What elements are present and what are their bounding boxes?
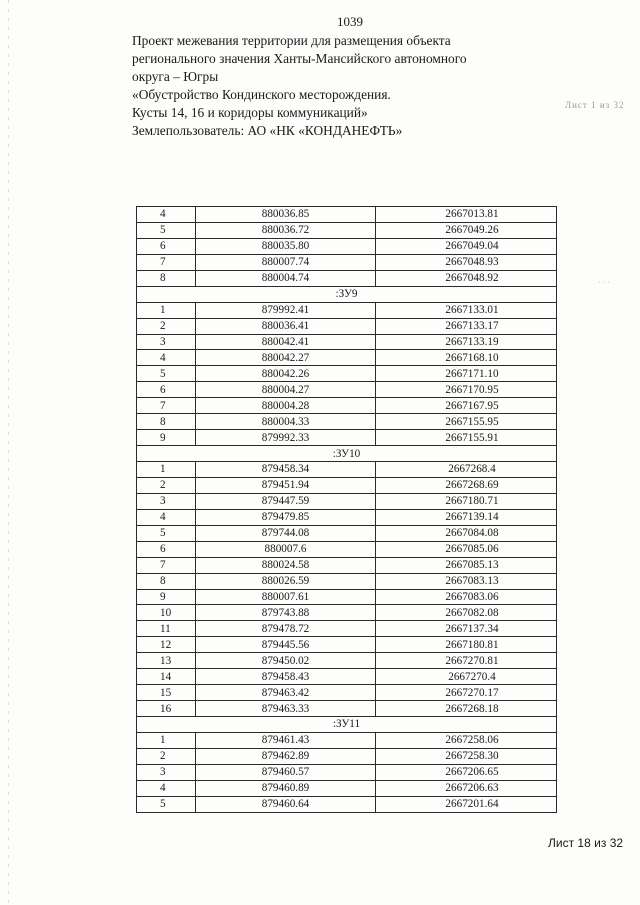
sheet-label: Лист [548,836,575,850]
sheet-separator: из [594,836,607,850]
section-label: :ЗУ10 [137,446,557,462]
table-row [137,382,557,398]
table-row [137,701,557,717]
x-coordinate-cell: 879458.43 [196,669,376,685]
y-coordinate-cell: 2667155.91 [376,430,557,446]
table-row [137,764,557,780]
table-row [137,621,557,637]
table-row [137,238,557,254]
point-number-cell: 15 [137,685,196,701]
x-coordinate-cell: 880024.58 [196,557,376,573]
x-coordinate-cell: 880004.74 [196,270,376,286]
table-row [137,270,557,286]
table-row [137,334,557,350]
table-row [137,796,557,812]
y-coordinate-cell: 2667201.64 [376,796,557,812]
y-coordinate-cell: 2667049.26 [376,222,557,238]
table-row [137,222,557,238]
x-coordinate-cell: 879743.88 [196,605,376,621]
point-number-cell: 7 [137,254,196,270]
section-label: :ЗУ11 [137,717,557,733]
x-coordinate-cell: 879463.42 [196,685,376,701]
sheet-current: 18 [577,836,591,850]
y-coordinate-cell: 2667206.65 [376,764,557,780]
table-row [137,685,557,701]
table-row [137,477,557,493]
x-coordinate-cell: 880035.80 [196,238,376,254]
header-line: «Обустройство Кондинского месторождения. [132,87,391,102]
y-coordinate-cell: 2667083.13 [376,573,557,589]
y-coordinate-cell: 2667085.06 [376,541,557,557]
header-line: округа – Югры [132,69,219,84]
point-number-cell: 4 [137,509,196,525]
point-number-cell: 9 [137,589,196,605]
point-number-cell: 10 [137,605,196,621]
table-row [137,318,557,334]
table-row [137,732,557,748]
y-coordinate-cell: 2667048.93 [376,254,557,270]
x-coordinate-cell: 880007.74 [196,254,376,270]
table-row [137,509,557,525]
point-number-cell: 3 [137,334,196,350]
x-coordinate-cell: 880007.6 [196,541,376,557]
header-line: Проект межевания территории для размещения объекта [132,33,451,48]
x-coordinate-cell: 880042.41 [196,334,376,350]
point-number-cell: 11 [137,621,196,637]
point-number-cell: 8 [137,414,196,430]
y-coordinate-cell: 2667167.95 [376,398,557,414]
x-coordinate-cell: 880036.72 [196,222,376,238]
scan-speckle: · · · [598,278,610,287]
y-coordinate-cell: 2667133.01 [376,302,557,318]
table-row [137,748,557,764]
point-number-cell: 5 [137,525,196,541]
y-coordinate-cell: 2667168.10 [376,350,557,366]
y-coordinate-cell: 2667258.06 [376,732,557,748]
y-coordinate-cell: 2667049.04 [376,238,557,254]
point-number-cell: 3 [137,764,196,780]
x-coordinate-cell: 879992.41 [196,302,376,318]
y-coordinate-cell: 2667082.08 [376,605,557,621]
table-row [137,350,557,366]
header-line: регионального значения Ханты-Мансийского автономного [132,51,467,66]
x-coordinate-cell: 879992.33 [196,430,376,446]
x-coordinate-cell: 879460.57 [196,764,376,780]
table-row [137,653,557,669]
point-number-cell: 5 [137,222,196,238]
table-row [137,302,557,318]
x-coordinate-cell: 879460.89 [196,780,376,796]
table-row [137,557,557,573]
y-coordinate-cell: 2667270.4 [376,669,557,685]
y-coordinate-cell: 2667268.69 [376,477,557,493]
y-coordinate-cell: 2667268.18 [376,701,557,717]
x-coordinate-cell: 880004.33 [196,414,376,430]
point-number-cell: 13 [137,653,196,669]
x-coordinate-cell: 879450.02 [196,653,376,669]
x-coordinate-cell: 879461.43 [196,732,376,748]
table-row [137,637,557,653]
y-coordinate-cell: 2667180.81 [376,637,557,653]
table-row [137,414,557,430]
point-number-cell: 1 [137,462,196,478]
point-number-cell: 6 [137,238,196,254]
section-header-row [137,446,557,462]
coordinates-table-body [137,207,557,813]
x-coordinate-cell: 880042.26 [196,366,376,382]
point-number-cell: 5 [137,366,196,382]
point-number-cell: 1 [137,732,196,748]
x-coordinate-cell: 880004.28 [196,398,376,414]
section-header-row [137,717,557,733]
y-coordinate-cell: 2667206.63 [376,780,557,796]
x-coordinate-cell: 879460.64 [196,796,376,812]
header-line: Землепользователь: АО «НК «КОНДАНЕФТЬ» [132,123,403,138]
table-row [137,254,557,270]
x-coordinate-cell: 879479.85 [196,509,376,525]
point-number-cell: 4 [137,780,196,796]
sheet-footer [548,836,623,850]
table-row [137,669,557,685]
x-coordinate-cell: 879447.59 [196,493,376,509]
document-header [132,32,467,140]
section-header-row [137,286,557,302]
point-number-cell: 12 [137,637,196,653]
y-coordinate-cell: 2667270.17 [376,685,557,701]
point-number-cell: 14 [137,669,196,685]
sheet-total: 32 [609,836,624,850]
x-coordinate-cell: 879445.56 [196,637,376,653]
table-row [137,207,557,223]
table-row [137,462,557,478]
table-row [137,541,557,557]
x-coordinate-cell: 880026.59 [196,573,376,589]
y-coordinate-cell: 2667155.95 [376,414,557,430]
y-coordinate-cell: 2667171.10 [376,366,557,382]
table-row [137,589,557,605]
y-coordinate-cell: 2667084.08 [376,525,557,541]
point-number-cell: 2 [137,477,196,493]
point-number-cell: 4 [137,207,196,223]
scan-edge-artifact [8,0,9,905]
table-row [137,493,557,509]
point-number-cell: 1 [137,302,196,318]
x-coordinate-cell: 879463.33 [196,701,376,717]
x-coordinate-cell: 879458.34 [196,462,376,478]
faint-side-stamp: Лист 1 из 32 [565,100,625,110]
x-coordinate-cell: 880004.27 [196,382,376,398]
table-row [137,573,557,589]
x-coordinate-cell: 880036.41 [196,318,376,334]
coordinates-table [136,206,557,813]
y-coordinate-cell: 2667170.95 [376,382,557,398]
y-coordinate-cell: 2667258.30 [376,748,557,764]
table-row [137,780,557,796]
x-coordinate-cell: 879451.94 [196,477,376,493]
point-number-cell: 3 [137,493,196,509]
section-label: :ЗУ9 [137,286,557,302]
y-coordinate-cell: 2667268.4 [376,462,557,478]
point-number-cell: 16 [137,701,196,717]
y-coordinate-cell: 2667013.81 [376,207,557,223]
y-coordinate-cell: 2667133.17 [376,318,557,334]
point-number-cell: 8 [137,573,196,589]
point-number-cell: 2 [137,318,196,334]
x-coordinate-cell: 880007.61 [196,589,376,605]
y-coordinate-cell: 2667270.81 [376,653,557,669]
x-coordinate-cell: 879478.72 [196,621,376,637]
table-row [137,605,557,621]
point-number-cell: 7 [137,557,196,573]
y-coordinate-cell: 2667137.34 [376,621,557,637]
point-number-cell: 4 [137,350,196,366]
y-coordinate-cell: 2667139.14 [376,509,557,525]
table-row [137,525,557,541]
point-number-cell: 6 [137,382,196,398]
point-number-cell: 6 [137,541,196,557]
y-coordinate-cell: 2667085.13 [376,557,557,573]
point-number-cell: 2 [137,748,196,764]
y-coordinate-cell: 2667083.06 [376,589,557,605]
table-row [137,430,557,446]
y-coordinate-cell: 2667133.19 [376,334,557,350]
table-row [137,398,557,414]
point-number-cell: 8 [137,270,196,286]
page-number: 1039 [337,14,363,29]
header-line: Кусты 14, 16 и коридоры коммуникаций» [132,105,368,120]
y-coordinate-cell: 2667180.71 [376,493,557,509]
point-number-cell: 5 [137,796,196,812]
x-coordinate-cell: 880036.85 [196,207,376,223]
x-coordinate-cell: 879462.89 [196,748,376,764]
table-row [137,366,557,382]
x-coordinate-cell: 880042.27 [196,350,376,366]
point-number-cell: 9 [137,430,196,446]
x-coordinate-cell: 879744.08 [196,525,376,541]
point-number-cell: 7 [137,398,196,414]
y-coordinate-cell: 2667048.92 [376,270,557,286]
